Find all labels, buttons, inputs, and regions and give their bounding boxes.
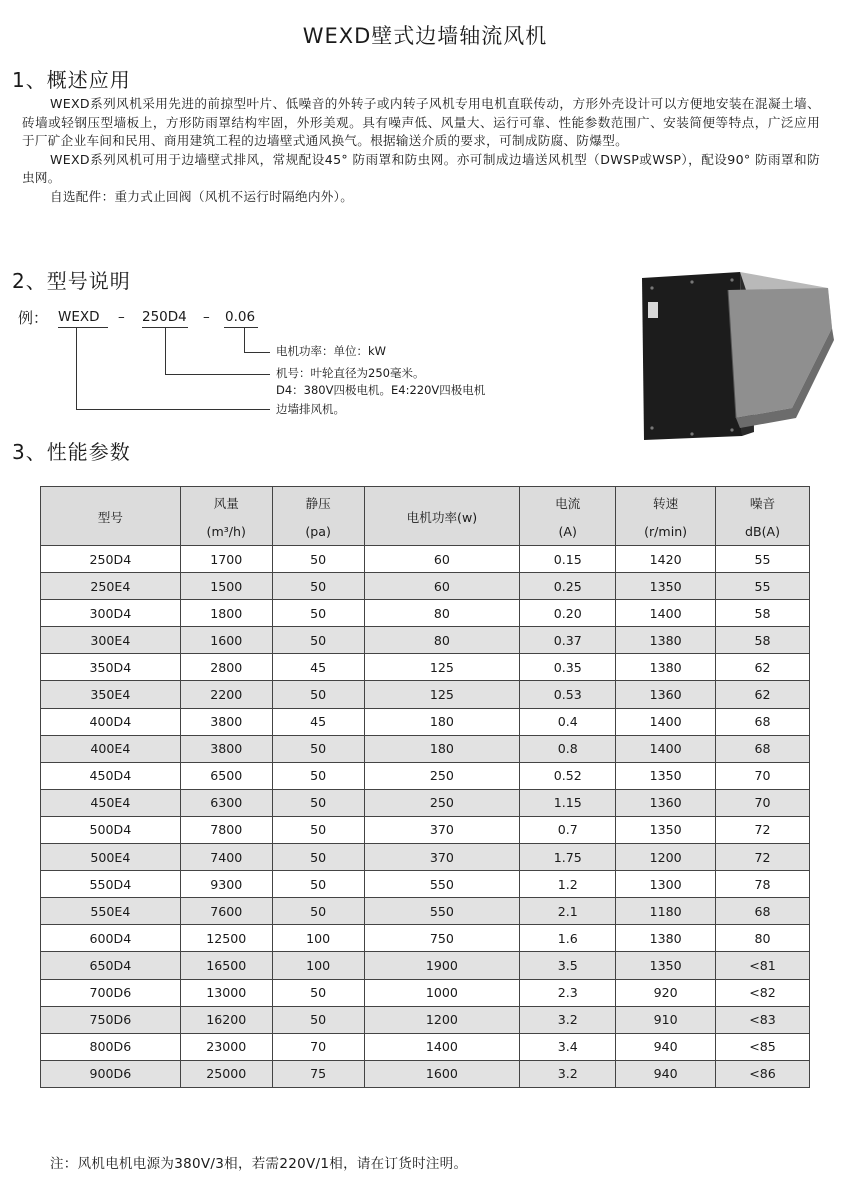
table-cell: 50 [272, 789, 364, 816]
table-cell: 12500 [180, 925, 272, 952]
table-cell: <86 [716, 1060, 810, 1087]
table-cell: 400E4 [41, 735, 181, 762]
table-row [41, 546, 810, 573]
table-cell: 1380 [616, 627, 716, 654]
table-cell: 180 [364, 708, 520, 735]
header-airflow [180, 487, 272, 546]
header-unit: (r/min) [644, 524, 688, 539]
section-heading-performance: 3、性能参数 [12, 440, 131, 464]
table-row [41, 735, 810, 762]
legend-series: 边墙排风机。 [276, 402, 345, 416]
table-cell: 50 [272, 681, 364, 708]
table-cell: 500E4 [41, 844, 181, 871]
table-cell: 45 [272, 654, 364, 681]
table-cell: 2200 [180, 681, 272, 708]
table-row [41, 1006, 810, 1033]
table-cell: 1180 [616, 898, 716, 925]
header-current [520, 487, 616, 546]
table-cell: 0.53 [520, 681, 616, 708]
table-cell: 900D6 [41, 1060, 181, 1087]
table-cell: 3.2 [520, 1060, 616, 1087]
table-cell: 3800 [180, 708, 272, 735]
model-part-power: 0.06 [225, 309, 256, 325]
table-row [41, 844, 810, 871]
table-cell: 350D4 [41, 654, 181, 681]
table-cell: <82 [716, 979, 810, 1006]
table-row [41, 816, 810, 843]
table-cell: 1360 [616, 789, 716, 816]
table-cell: 700D6 [41, 979, 181, 1006]
table-cell: 940 [616, 1033, 716, 1060]
table-row [41, 871, 810, 898]
legend-power: 电机功率：单位：kW [276, 344, 387, 358]
table-row [41, 952, 810, 979]
table-cell: 50 [272, 871, 364, 898]
table-cell: 350E4 [41, 681, 181, 708]
table-row [41, 925, 810, 952]
table-cell: 2800 [180, 654, 272, 681]
table-cell: 3.2 [520, 1006, 616, 1033]
table-cell: 370 [364, 844, 520, 871]
table-cell: 550D4 [41, 871, 181, 898]
table-cell: 25000 [180, 1060, 272, 1087]
section-heading-model: 2、型号说明 [12, 269, 131, 293]
table-cell: 100 [272, 952, 364, 979]
table-cell: 1.15 [520, 789, 616, 816]
table-cell: 250 [364, 762, 520, 789]
table-cell: 50 [272, 573, 364, 600]
table-cell: 78 [716, 871, 810, 898]
table-cell: 750 [364, 925, 520, 952]
performance-table-body [41, 546, 810, 1088]
legend-motor: D4：380V四极电机。E4:220V四极电机 [276, 383, 486, 397]
header-noise [716, 487, 810, 546]
table-cell: 3.5 [520, 952, 616, 979]
table-cell: 0.8 [520, 735, 616, 762]
table-cell: 3800 [180, 735, 272, 762]
power-leader [244, 327, 245, 352]
header-unit: (pa) [305, 524, 331, 539]
table-cell: 1300 [616, 871, 716, 898]
table-cell: 2.1 [520, 898, 616, 925]
table-cell: 800D6 [41, 1033, 181, 1060]
table-cell: 1600 [180, 627, 272, 654]
table-cell: 16200 [180, 1006, 272, 1033]
table-cell: <85 [716, 1033, 810, 1060]
table-row [41, 627, 810, 654]
page-title: WEXD壁式边墙轴流风机 [302, 24, 548, 48]
table-cell: 50 [272, 600, 364, 627]
series-underline [58, 327, 108, 328]
header-speed [616, 487, 716, 546]
overview-paragraph-3: 自选配件：重力式止回阀（风机不运行时隔绝内外）。 [50, 188, 354, 204]
table-cell: 1400 [364, 1033, 520, 1060]
table-cell: 0.37 [520, 627, 616, 654]
header-unit: (A) [558, 524, 577, 539]
table-cell: 1400 [616, 735, 716, 762]
table-cell: 450E4 [41, 789, 181, 816]
table-row [41, 654, 810, 681]
table-cell: 1360 [616, 681, 716, 708]
table-cell: 23000 [180, 1033, 272, 1060]
table-cell: 50 [272, 546, 364, 573]
header-motor-power [364, 487, 520, 546]
table-cell: 50 [272, 627, 364, 654]
overview-paragraph-1: WEXD系列风机采用先进的前掠型叶片、低噪音的外转子或内转子风机专用电机直联传动，方形外壳设计可以方便地安装在混凝土墙、砖墙或轻钢压型墙板上，方形防雨罩结构牢固，外形美观。具有噪声低、风量大、运行可靠、性能参数范围广、安装简便等特点，广泛应用于厂矿企业车间和民用、商用建筑工程的边墙壁式通风换气。根据输送介质的要求，可制成防腐、防爆型。 [22, 96, 820, 148]
overview-paragraph-2: WEXD系列风机可用于边墙壁式排风，常规配设45° 防雨罩和防虫网。亦可制成边墙送风机型（DWSP或WSP），配设90° 防雨罩和防虫网。 [22, 151, 820, 185]
model-part-series: WEXD [58, 309, 100, 325]
table-row [41, 979, 810, 1006]
table-cell: 50 [272, 844, 364, 871]
model-part-number: 250D4 [142, 309, 187, 325]
table-cell: 75 [272, 1060, 364, 1087]
table-cell: 300D4 [41, 600, 181, 627]
table-cell: 72 [716, 844, 810, 871]
table-cell: 72 [716, 816, 810, 843]
footnote: 注：风机电机电源为380V/3相，若需220V/1相，请在订货时注明。 [50, 1156, 468, 1172]
example-label: 例： [18, 309, 49, 327]
table-cell: 0.4 [520, 708, 616, 735]
table-cell: 62 [716, 654, 810, 681]
table-cell: 1700 [180, 546, 272, 573]
table-cell: 1600 [364, 1060, 520, 1087]
header-label: 静压 [305, 496, 331, 511]
table-cell: 250E4 [41, 573, 181, 600]
table-cell: 50 [272, 816, 364, 843]
table-cell: 1350 [616, 816, 716, 843]
model-part-dash: – [118, 309, 125, 325]
table-row [41, 762, 810, 789]
table-cell: 13000 [180, 979, 272, 1006]
header-unit: dB(A) [744, 524, 781, 539]
table-cell: <81 [716, 952, 810, 979]
table-cell: 50 [272, 1006, 364, 1033]
table-cell: 1200 [364, 1006, 520, 1033]
table-cell: 1400 [616, 600, 716, 627]
table-cell: 910 [616, 1006, 716, 1033]
table-cell: 500D4 [41, 816, 181, 843]
table-row [41, 1033, 810, 1060]
table-cell: 2.3 [520, 979, 616, 1006]
table-cell: 70 [716, 762, 810, 789]
table-cell: 370 [364, 816, 520, 843]
table-cell: 920 [616, 979, 716, 1006]
legend-number: 机号：叶轮直径为250毫米。 [276, 366, 425, 380]
table-cell: 0.35 [520, 654, 616, 681]
table-row [41, 789, 810, 816]
table-row [41, 600, 810, 627]
table-cell: 0.25 [520, 573, 616, 600]
table-cell: 125 [364, 654, 520, 681]
table-cell: 750D6 [41, 1006, 181, 1033]
table-cell: 550 [364, 898, 520, 925]
table-cell: 1380 [616, 654, 716, 681]
number-leader [165, 327, 166, 374]
table-cell: 300E4 [41, 627, 181, 654]
table-cell: 1350 [616, 762, 716, 789]
header-label: 电流 [555, 496, 581, 511]
table-cell: <83 [716, 1006, 810, 1033]
table-cell: 7600 [180, 898, 272, 925]
table-cell: 68 [716, 708, 810, 735]
table-cell: 0.20 [520, 600, 616, 627]
table-cell: 400D4 [41, 708, 181, 735]
table-cell: 70 [716, 789, 810, 816]
table-cell: 80 [716, 925, 810, 952]
section-heading-overview: 1、概述应用 [12, 68, 131, 92]
table-cell: 1000 [364, 979, 520, 1006]
table-row [41, 681, 810, 708]
table-header-row [41, 487, 810, 546]
table-cell: 62 [716, 681, 810, 708]
header-label: 转速 [653, 496, 679, 511]
header-label: 风量 [213, 496, 239, 511]
series-leader [76, 409, 270, 410]
table-cell: 80 [364, 600, 520, 627]
table-cell: 50 [272, 898, 364, 925]
table-cell: 7800 [180, 816, 272, 843]
table-cell: 1.2 [520, 871, 616, 898]
table-cell: 6500 [180, 762, 272, 789]
table-cell: 50 [272, 979, 364, 1006]
table-cell: 1350 [616, 573, 716, 600]
table-cell: 550E4 [41, 898, 181, 925]
table-row [41, 898, 810, 925]
table-cell: 1800 [180, 600, 272, 627]
header-label: 型号 [97, 509, 123, 525]
table-cell: 450D4 [41, 762, 181, 789]
table-cell: 1900 [364, 952, 520, 979]
table-cell: 0.52 [520, 762, 616, 789]
table-cell: 50 [272, 762, 364, 789]
table-row [41, 573, 810, 600]
table-cell: 100 [272, 925, 364, 952]
table-cell: 45 [272, 708, 364, 735]
header-label: 噪音 [749, 496, 776, 511]
overview-text [22, 95, 820, 206]
table-cell: 180 [364, 735, 520, 762]
table-cell: 1420 [616, 546, 716, 573]
header-label: 电机功率(w) [406, 509, 478, 525]
table-cell: 600D4 [41, 925, 181, 952]
table-cell: 550 [364, 871, 520, 898]
table-cell: 1.75 [520, 844, 616, 871]
wall-fan-photo [632, 268, 837, 448]
table-cell: 1200 [616, 844, 716, 871]
table-cell: 1380 [616, 925, 716, 952]
header-unit: (m³/h) [206, 524, 246, 539]
table-cell: 58 [716, 627, 810, 654]
table-cell: 55 [716, 546, 810, 573]
table-cell: 70 [272, 1033, 364, 1060]
table-cell: 0.7 [520, 816, 616, 843]
table-cell: 650D4 [41, 952, 181, 979]
table-cell: 6300 [180, 789, 272, 816]
table-cell: 0.15 [520, 546, 616, 573]
table-row [41, 1060, 810, 1087]
table-cell: 9300 [180, 871, 272, 898]
table-cell: 50 [272, 735, 364, 762]
table-row [41, 708, 810, 735]
table-cell: 55 [716, 573, 810, 600]
table-cell: 940 [616, 1060, 716, 1087]
table-cell: 7400 [180, 844, 272, 871]
table-cell: 60 [364, 546, 520, 573]
table-cell: 250 [364, 789, 520, 816]
performance-table [40, 486, 810, 1088]
number-leader [165, 374, 270, 375]
table-cell: 68 [716, 898, 810, 925]
power-underline [224, 327, 258, 328]
header-model [41, 487, 181, 546]
series-leader [76, 327, 77, 409]
table-cell: 125 [364, 681, 520, 708]
table-cell: 68 [716, 735, 810, 762]
table-cell: 3.4 [520, 1033, 616, 1060]
table-cell: 1.6 [520, 925, 616, 952]
table-cell: 1350 [616, 952, 716, 979]
header-pressure [272, 487, 364, 546]
table-cell: 1400 [616, 708, 716, 735]
table-cell: 58 [716, 600, 810, 627]
table-cell: 80 [364, 627, 520, 654]
table-cell: 250D4 [41, 546, 181, 573]
table-cell: 60 [364, 573, 520, 600]
power-leader [244, 352, 270, 353]
model-part-dash: – [203, 309, 210, 325]
table-cell: 16500 [180, 952, 272, 979]
table-cell: 1500 [180, 573, 272, 600]
